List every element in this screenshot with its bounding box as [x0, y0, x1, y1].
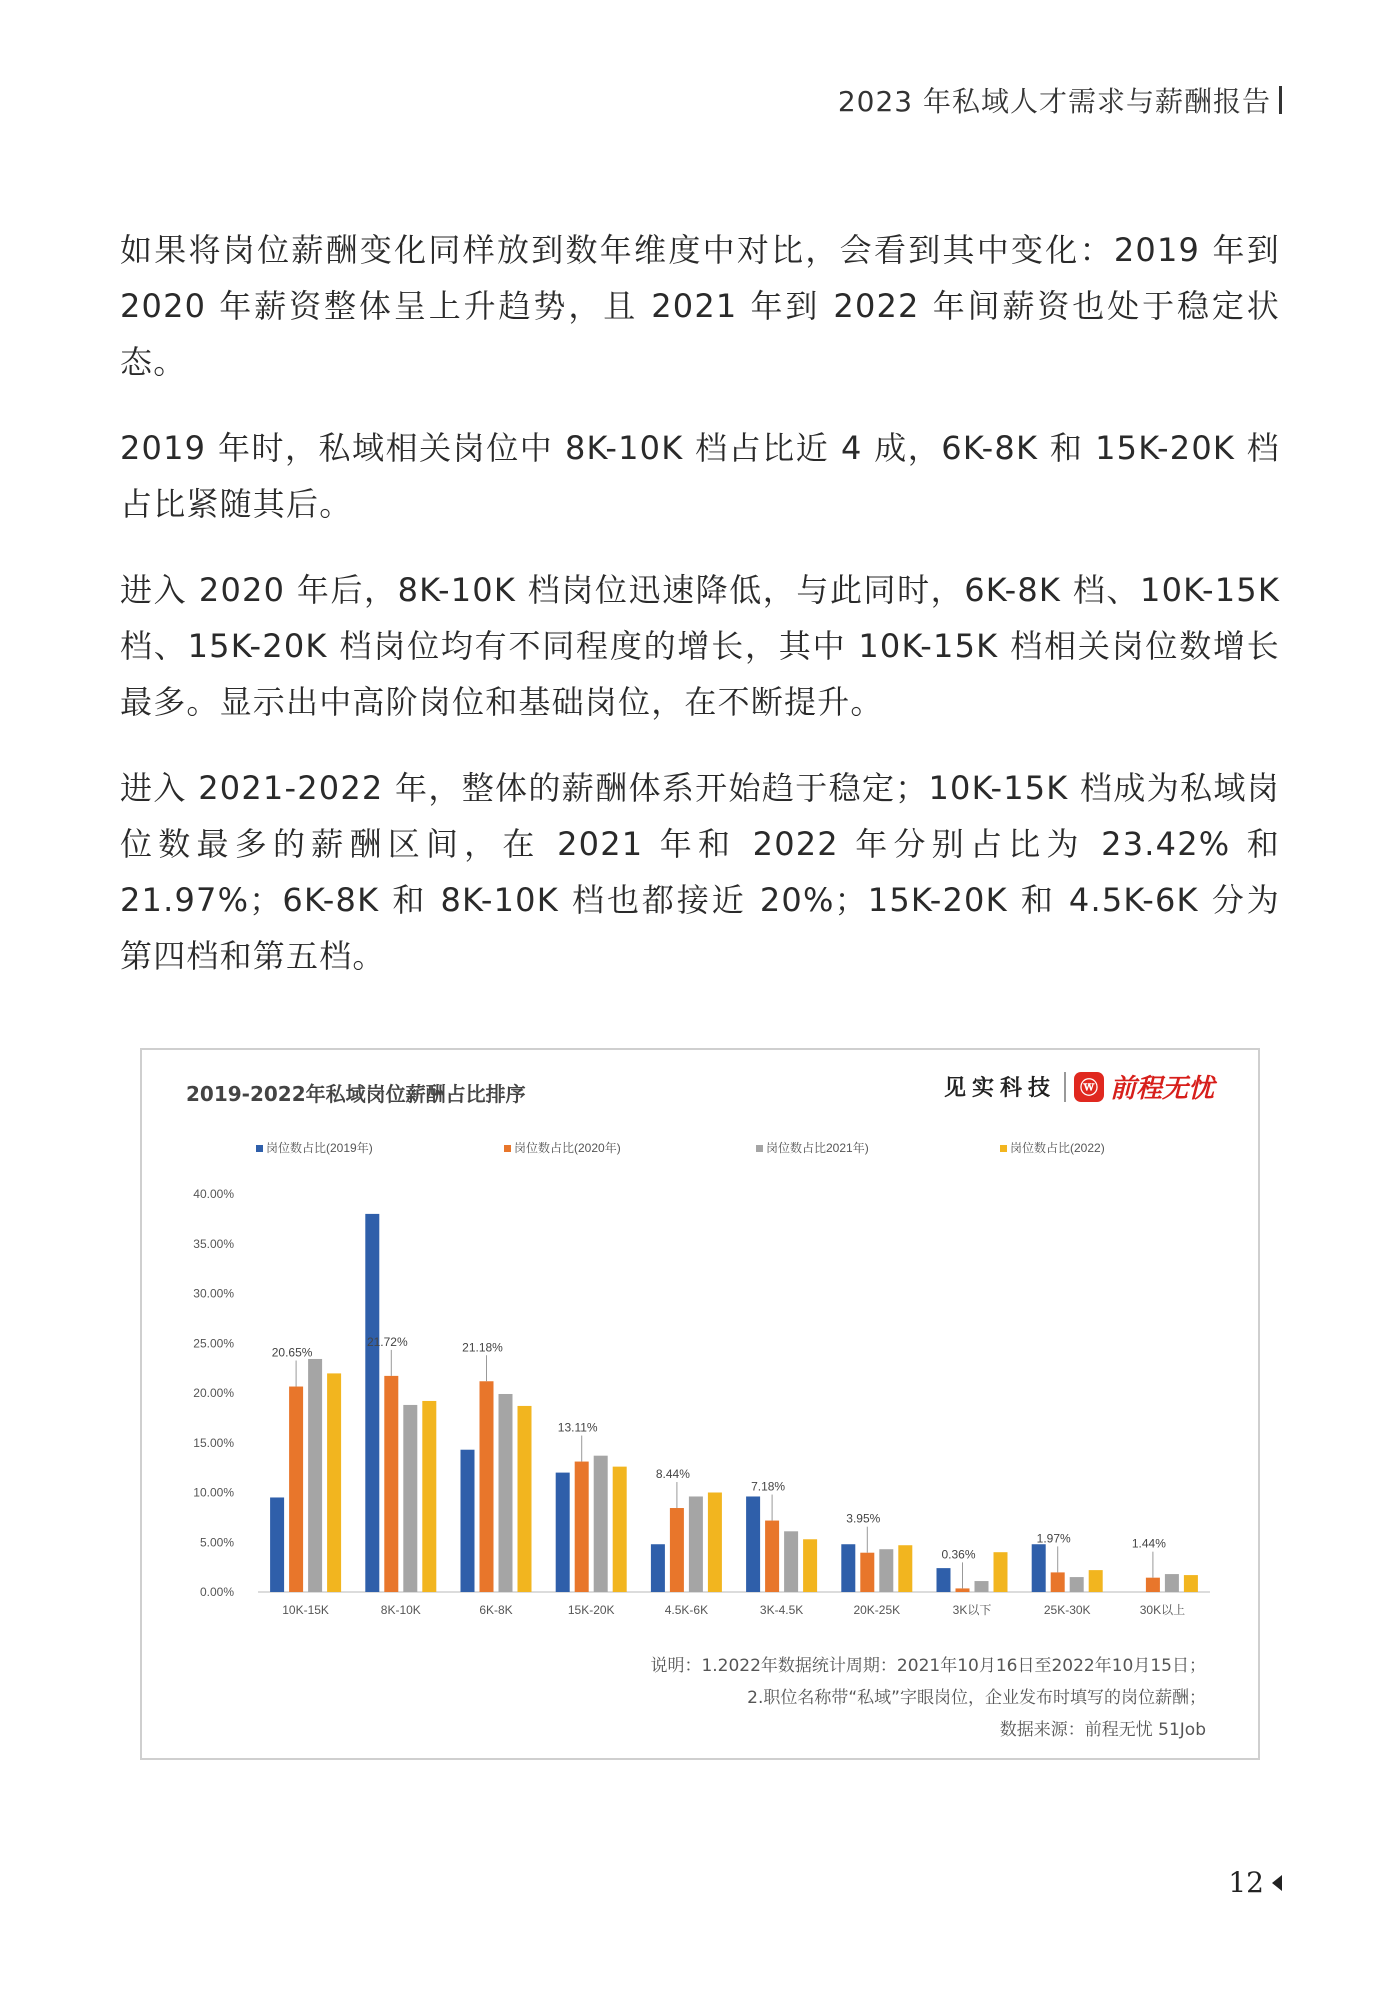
- x-tick-label: 20K-25K: [853, 1603, 901, 1617]
- bar: [594, 1456, 608, 1592]
- data-label: 3.95%: [846, 1511, 881, 1526]
- bar: [784, 1531, 798, 1592]
- x-tick-label: 30K以上: [1139, 1603, 1186, 1617]
- y-tick-label: 15.00%: [193, 1435, 234, 1450]
- bar: [1070, 1577, 1084, 1592]
- y-tick-label: 25.00%: [193, 1336, 234, 1351]
- bar: [518, 1406, 532, 1592]
- bar: [1051, 1572, 1065, 1592]
- bar: [765, 1521, 779, 1592]
- bar: [956, 1588, 970, 1592]
- data-label: 13.11%: [557, 1420, 598, 1435]
- report-title: 2023 年私域人才需求与薪酬报告: [837, 85, 1271, 118]
- data-label: 21.72%: [366, 1334, 408, 1349]
- x-tick-label: 10K-15K: [282, 1603, 329, 1617]
- bar: [746, 1496, 760, 1592]
- data-label: 1.97%: [1036, 1531, 1071, 1546]
- data-label: 0.36%: [941, 1547, 976, 1562]
- y-tick-label: 10.00%: [193, 1485, 234, 1500]
- bar: [670, 1508, 684, 1592]
- x-tick-label: 6K-8K: [479, 1603, 513, 1617]
- y-tick-label: 40.00%: [193, 1187, 234, 1201]
- data-label: 20.65%: [271, 1345, 313, 1360]
- bar: [860, 1553, 874, 1592]
- page-number: [1228, 1866, 1282, 1899]
- legend-entry: 岗位数占比(2022): [1010, 1141, 1105, 1155]
- body-text: [120, 222, 1280, 1014]
- note-line-1: 说明：1.2022年数据统计周期：2021年10月16日至2022年10月15日；: [650, 1656, 1206, 1676]
- bar: [270, 1497, 284, 1592]
- brand-jianshi: 见实科技: [943, 1076, 1056, 1101]
- bar: [1089, 1570, 1103, 1592]
- report-header: [838, 80, 1282, 120]
- brand-separator: [1064, 1072, 1066, 1102]
- paragraph-1: 如果将岗位薪酬变化同样放到数年维度中对比，会看到其中变化：2019 年到 2020 年薪资整体呈上升趋势，且 2021 年到 2022 年间薪资也处于稳定状态。: [120, 231, 1280, 381]
- data-label: 7.18%: [751, 1479, 786, 1494]
- data-label: 1.44%: [1131, 1536, 1166, 1551]
- legend-entry: 岗位数占比(2019年): [266, 1141, 373, 1155]
- bar: [1146, 1578, 1160, 1592]
- bar: [575, 1462, 589, 1592]
- paragraph-3: 进入 2020 年后，8K-10K 档岗位迅速降低，与此同时，6K-8K 档、10K-15K 档、15K-20K 档岗位均有不同程度的增长，其中 10K-15K 档相关岗位数增长最多。显示出中高阶岗位和基础岗位，在不断提升。: [120, 571, 1280, 721]
- x-tick-label: 4.5K-6K: [664, 1603, 709, 1617]
- data-source: 数据来源：前程无忧 51Job: [999, 1720, 1206, 1740]
- bar: [651, 1544, 665, 1592]
- bar: [841, 1544, 855, 1592]
- legend-entry: 岗位数占比2021年): [766, 1141, 869, 1155]
- bar: [403, 1405, 417, 1592]
- x-tick-label: 15K-20K: [567, 1603, 615, 1617]
- bar: [1184, 1575, 1198, 1592]
- bar: [499, 1394, 513, 1592]
- chart-notes: [650, 1650, 1206, 1746]
- bar: [898, 1545, 912, 1592]
- y-tick-label: 35.00%: [193, 1236, 234, 1251]
- bar: [308, 1359, 322, 1592]
- brand-qiancheng: 前程无忧: [1109, 1074, 1214, 1104]
- legend-entry: 岗位数占比(2020年): [514, 1141, 621, 1155]
- bar: [994, 1552, 1008, 1592]
- bar: [384, 1376, 398, 1592]
- bar: [461, 1450, 475, 1592]
- paragraph-4: 进入 2021-2022 年，整体的薪酬体系开始趋于稳定；10K-15K 档成为私域岗位数最多的薪酬区间，在 2021 年和 2022 年分别占比为 23.42% 和 21.97%；6K-8K 和 8K-10K 档也都接近 20%；15K-20K 和 4.5K-6K 分为第四档和第五档。: [120, 769, 1280, 975]
- y-tick-label: 20.00%: [193, 1386, 234, 1400]
- bar: [803, 1539, 817, 1592]
- bar: [689, 1496, 703, 1592]
- bar: [289, 1387, 303, 1592]
- header-divider: [1279, 86, 1282, 114]
- y-tick-label: 0.00%: [199, 1585, 234, 1599]
- bar: [365, 1214, 379, 1592]
- bar: [422, 1401, 436, 1592]
- chart-title: 2019-2022年私域岗位薪酬占比排序: [186, 1082, 526, 1106]
- page-number-text: 12: [1228, 1866, 1264, 1899]
- y-tick-label: 5.00%: [199, 1535, 234, 1550]
- legend-swatch: [256, 1145, 263, 1152]
- bar: [613, 1467, 627, 1592]
- legend-swatch: [756, 1145, 763, 1152]
- legend-swatch: [504, 1145, 511, 1152]
- bar: [975, 1581, 989, 1592]
- bar: [879, 1549, 893, 1592]
- bar: [1032, 1544, 1046, 1592]
- y-tick-label: 30.00%: [193, 1286, 234, 1301]
- bar: [556, 1473, 570, 1592]
- x-tick-label: 25K-30K: [1043, 1603, 1091, 1617]
- data-label: 8.44%: [655, 1467, 690, 1482]
- data-label: 21.18%: [462, 1340, 503, 1355]
- bar: [1165, 1574, 1179, 1592]
- x-tick-label: 3K以下: [952, 1603, 992, 1617]
- page-arrow-icon: [1272, 1875, 1282, 1891]
- bar: [327, 1373, 341, 1592]
- x-tick-label: 3K-4.5K: [759, 1603, 804, 1617]
- bar: [480, 1381, 494, 1592]
- brand-logos: [944, 1068, 1214, 1105]
- note-line-2: 2.职位名称带“私域”字眼岗位，企业发布时填写的岗位薪酬；: [747, 1688, 1206, 1708]
- bar: [708, 1493, 722, 1593]
- legend-swatch: [1000, 1145, 1007, 1152]
- x-tick-label: 8K-10K: [380, 1603, 421, 1617]
- salary-chart-figure: [140, 1048, 1260, 1760]
- paragraph-2: 2019 年时，私域相关岗位中 8K-10K 档占比近 4 成，6K-8K 和 15K-20K 档占比紧随其后。: [120, 429, 1280, 523]
- qiancheng-logo-icon: ⓦ: [1074, 1072, 1104, 1102]
- bar: [937, 1568, 951, 1592]
